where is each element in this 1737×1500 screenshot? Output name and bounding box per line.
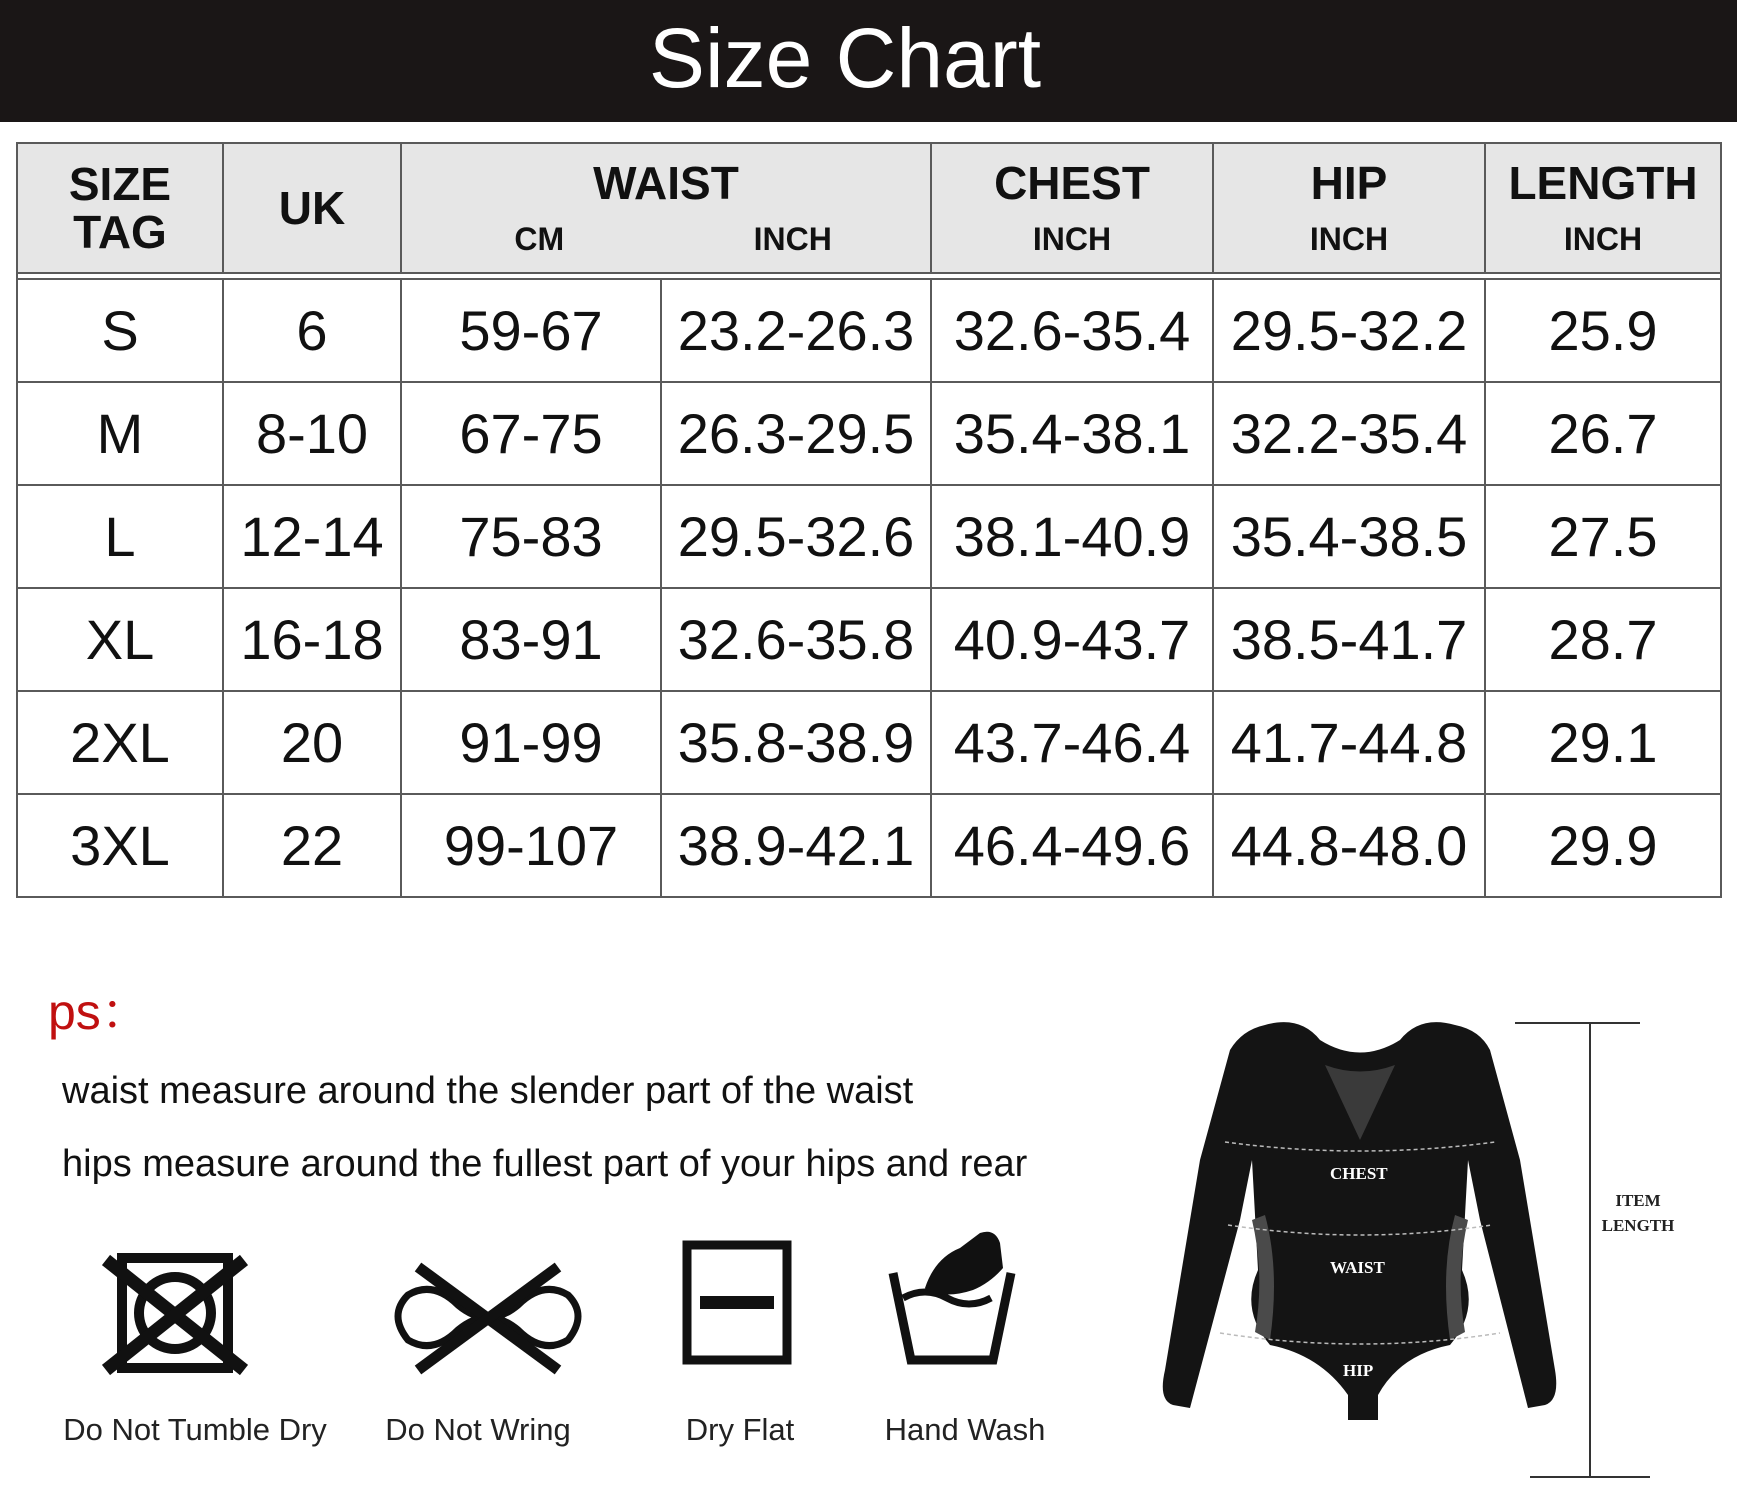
cell-waist-cm: 83-91 [401,588,661,691]
cell-waist-cm: 91-99 [401,691,661,794]
care-label-do-not-wring: Do Not Wring [385,1412,571,1447]
cell-size: L [17,485,223,588]
cell-waist-cm: 99-107 [401,794,661,897]
cell-uk: 12-14 [223,485,401,588]
header-size-tag-line1: SIZE [68,158,172,210]
table-row [17,382,1721,485]
cell-length: 25.9 [1485,279,1721,382]
item-length-dimension-line [1510,1015,1670,1485]
table-row [17,279,1721,382]
cell-hip: 32.2-35.4 [1213,382,1485,485]
cell-uk: 8-10 [223,382,401,485]
cell-hip: 44.8-48.0 [1213,794,1485,897]
table-body [17,279,1721,897]
care-label-hand-wash: Hand Wash [884,1412,1046,1447]
table-header-row [17,143,1721,273]
garment-waist-label: WAIST [1330,1258,1385,1277]
table-row [17,794,1721,897]
header-hip-label: HIP [1310,157,1388,209]
cell-chest: 32.6-35.4 [931,279,1213,382]
cell-uk: 6 [223,279,401,382]
hand-wash-icon [885,1228,1020,1368]
dry-flat-icon [682,1240,792,1365]
table-row [17,588,1721,691]
header-length-label: LENGTH [1508,157,1698,209]
header-waist-inch: INCH [753,221,832,257]
cell-waist-cm: 75-83 [401,485,661,588]
cell-chest: 46.4-49.6 [931,794,1213,897]
header-waist-cm: CM [514,221,565,257]
cell-uk: 16-18 [223,588,401,691]
header-waist-units [402,221,930,257]
header-uk-label: UK [278,182,346,234]
cell-chest: 38.1-40.9 [931,485,1213,588]
care-label-dry-flat: Dry Flat [685,1412,795,1447]
cell-hip: 29.5-32.2 [1213,279,1485,382]
cell-size: 2XL [17,691,223,794]
cell-waist-inch: 32.6-35.8 [661,588,931,691]
cell-length: 27.5 [1485,485,1721,588]
bodysuit-image [1150,1010,1570,1450]
cell-size: XL [17,588,223,691]
header-hip-inch: INCH [1309,221,1389,257]
cell-length: 26.7 [1485,382,1721,485]
cell-waist-inch: 35.8-38.9 [661,691,931,794]
hip-note: hips measure around the fullest part of your hips and rear [62,1143,1028,1185]
cell-chest: 40.9-43.7 [931,588,1213,691]
cell-waist-inch: 38.9-42.1 [661,794,931,897]
header-uk [223,143,401,273]
do-not-wring-icon [388,1255,588,1380]
ps-label: ps： [48,984,151,1040]
cell-waist-inch: 26.3-29.5 [661,382,931,485]
garment-hip-label: HIP [1343,1361,1374,1380]
cell-waist-cm: 59-67 [401,279,661,382]
item-length-label [1590,1188,1686,1238]
cell-chest: 43.7-46.4 [931,691,1213,794]
size-table [16,142,1722,898]
cell-waist-cm: 67-75 [401,382,661,485]
cell-chest: 35.4-38.1 [931,382,1213,485]
header-length-inch: INCH [1563,221,1643,257]
header-size-tag [17,143,223,273]
waist-note: waist measure around the slender part of the waist [62,1070,914,1112]
header-chest-inch: INCH [1032,221,1112,257]
cell-length: 28.7 [1485,588,1721,691]
cell-uk: 20 [223,691,401,794]
do-not-tumble-dry-icon [100,1250,250,1380]
cell-hip: 41.7-44.8 [1213,691,1485,794]
garment-chest-label: CHEST [1330,1164,1388,1183]
table-row [17,691,1721,794]
cell-size: 3XL [17,794,223,897]
cell-waist-inch: 29.5-32.6 [661,485,931,588]
page-title: Size Chart [648,11,1042,105]
cell-length: 29.9 [1485,794,1721,897]
cell-hip: 38.5-41.7 [1213,588,1485,691]
cell-hip: 35.4-38.5 [1213,485,1485,588]
care-label-do-not-tumble-dry: Do Not Tumble Dry [63,1412,327,1447]
item-length-line1: ITEM [1615,1191,1661,1210]
table-row [17,485,1721,588]
cell-length: 29.1 [1485,691,1721,794]
cell-waist-inch: 23.2-26.3 [661,279,931,382]
cell-size: M [17,382,223,485]
header-chest [931,143,1213,273]
header-chest-label: CHEST [994,157,1150,209]
header-waist [401,143,931,273]
header-waist-label: WAIST [593,157,739,209]
header-length [1485,143,1721,273]
header-size-tag-line2: TAG [73,206,167,258]
header-hip [1213,143,1485,273]
cell-size: S [17,279,223,382]
cell-uk: 22 [223,794,401,897]
item-length-line2: LENGTH [1601,1216,1675,1235]
